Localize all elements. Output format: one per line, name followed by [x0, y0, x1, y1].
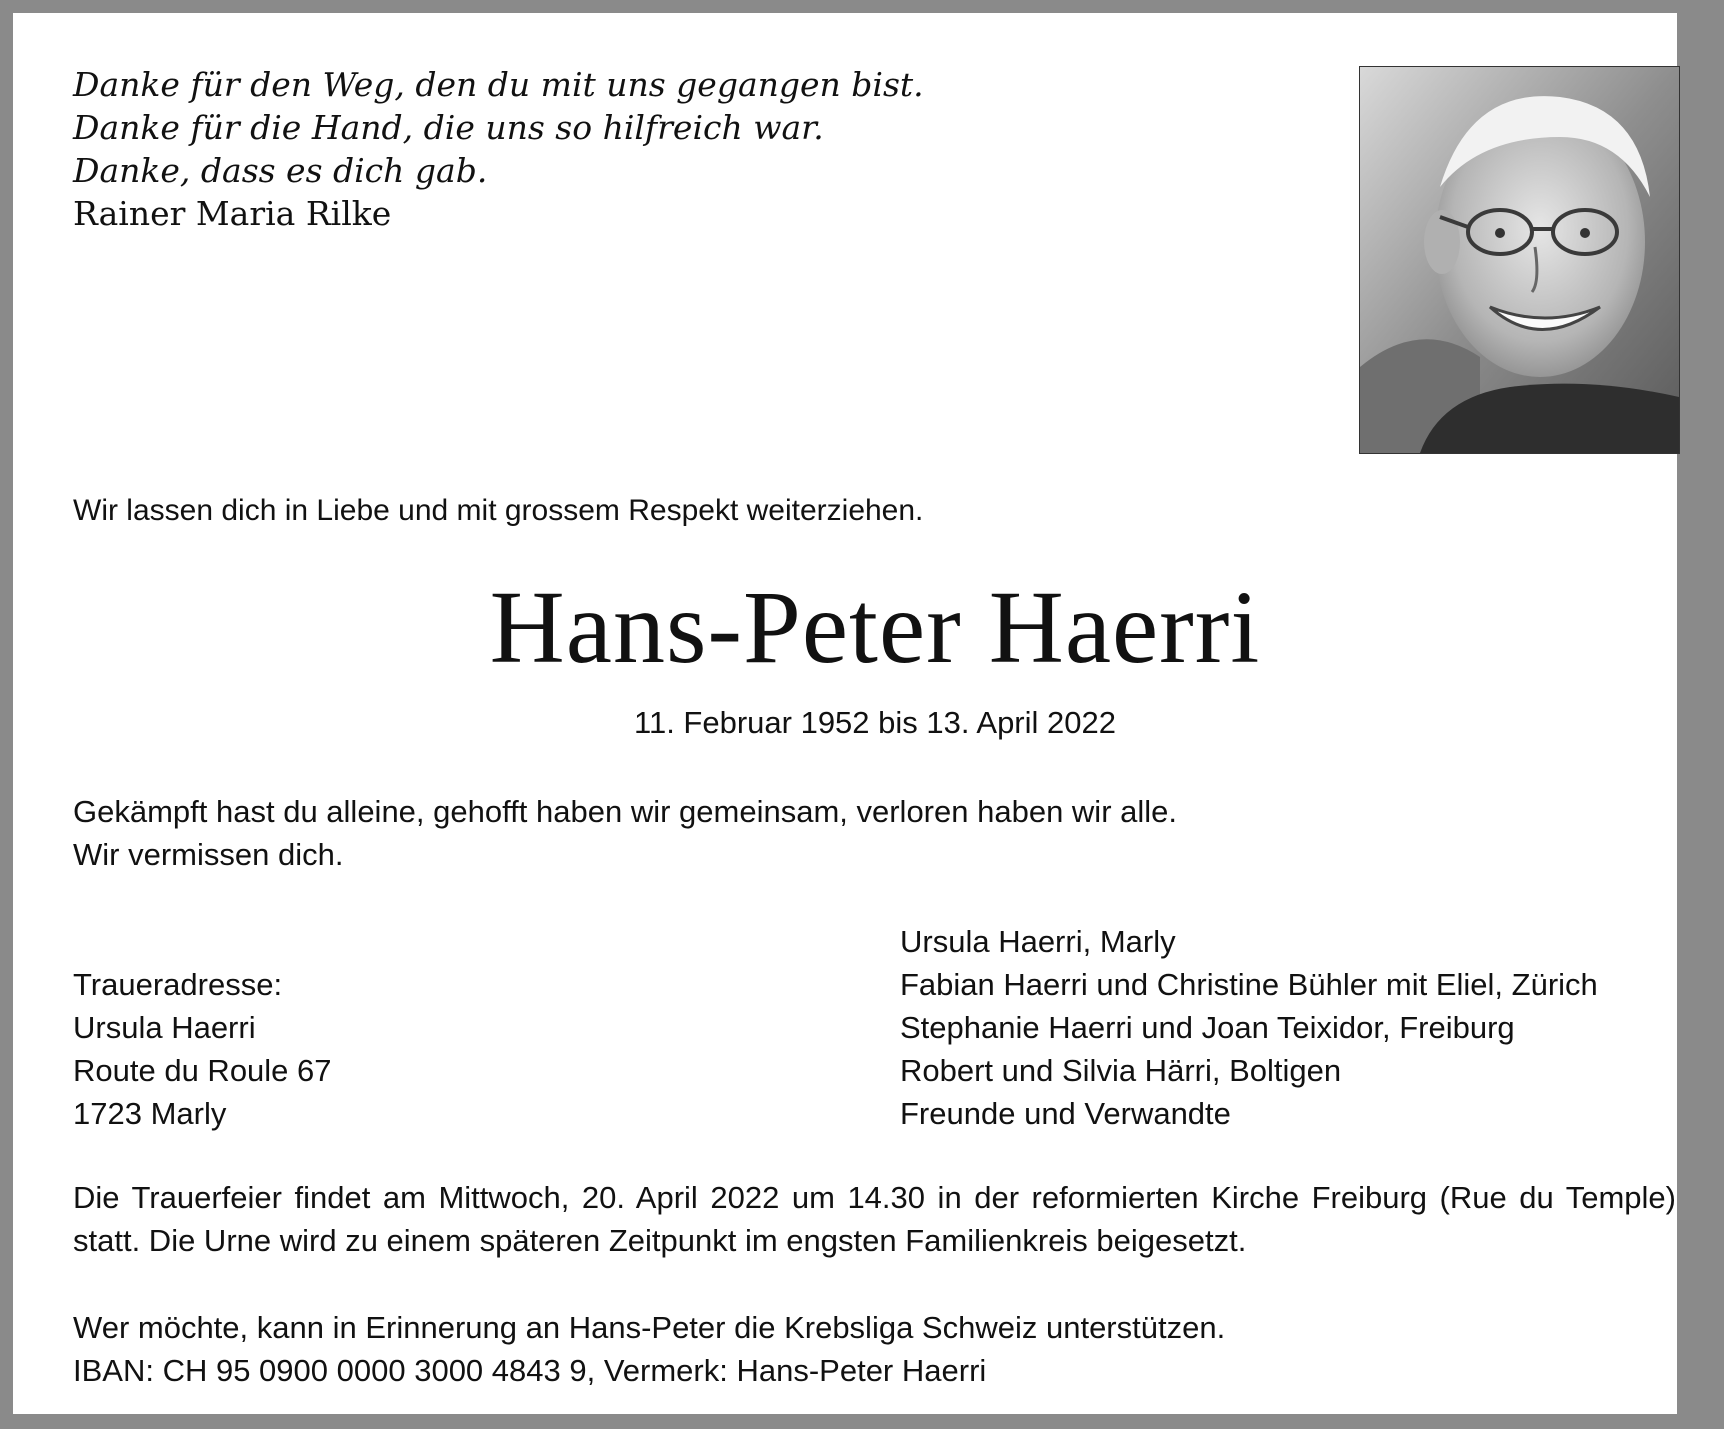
memorial-sentence — [73, 790, 1177, 876]
mourner-entry: Stephanie Haerri und Joan Teixidor, Freiburg — [900, 1010, 1515, 1045]
sentence-line: Wir vermissen dich. — [73, 837, 344, 872]
address-name: Ursula Haerri — [73, 1010, 256, 1045]
quote-line: Danke, dass es dich gab. — [73, 151, 488, 190]
mourners-list — [900, 920, 1598, 1135]
portrait-photo — [1359, 66, 1680, 454]
ceremony-info: Die Trauerfeier findet am Mittwoch, 20. April 2022 um 14.30 in der reformierten Kirche Freiburg (Rue du Temple) statt. Die Urne wird zu einem späteren Zeitpunkt im engsten Familienkreis beigesetzt. — [73, 1180, 1676, 1258]
quote-author: Rainer Maria Rilke — [73, 194, 392, 233]
mourner-entry: Robert und Silvia Härri, Boltigen — [900, 1053, 1342, 1088]
intro-text: Wir lassen dich in Liebe und mit grossem Respekt weiterziehen. — [73, 494, 924, 527]
deceased-name: Hans-Peter Haerri — [489, 570, 1261, 685]
sentence-line: Gekämpft hast du alleine, gehofft haben wir gemeinsam, verloren haben wir alle. — [73, 794, 1177, 829]
donation-info — [73, 1306, 1225, 1392]
mourner-entry: Freunde und Verwandte — [900, 1096, 1231, 1131]
address-label: Traueradresse: — [73, 967, 283, 1002]
portrait-image — [1360, 67, 1679, 453]
donation-line: Wer möchte, kann in Erinnerung an Hans-Peter die Krebsliga Schweiz unterstützen. — [73, 1310, 1226, 1345]
address-city: 1723 Marly — [73, 1096, 227, 1131]
quote-line: Danke für die Hand, die uns so hilfreich war. — [73, 108, 824, 147]
life-dates: 11. Februar 1952 bis 13. April 2022 — [634, 705, 1116, 740]
iban-line: IBAN: CH 95 0900 0000 3000 4843 9, Vermerk: Hans-Peter Haerri — [73, 1353, 987, 1388]
address-street: Route du Roule 67 — [73, 1053, 332, 1088]
mourner-entry: Ursula Haerri, Marly — [900, 924, 1176, 959]
mourning-address — [73, 963, 332, 1135]
mourner-entry: Fabian Haerri und Christine Bühler mit Eliel, Zürich — [900, 967, 1598, 1002]
rilke-quote — [73, 63, 924, 235]
quote-line: Danke für den Weg, den du mit uns gegangen bist. — [73, 65, 924, 104]
